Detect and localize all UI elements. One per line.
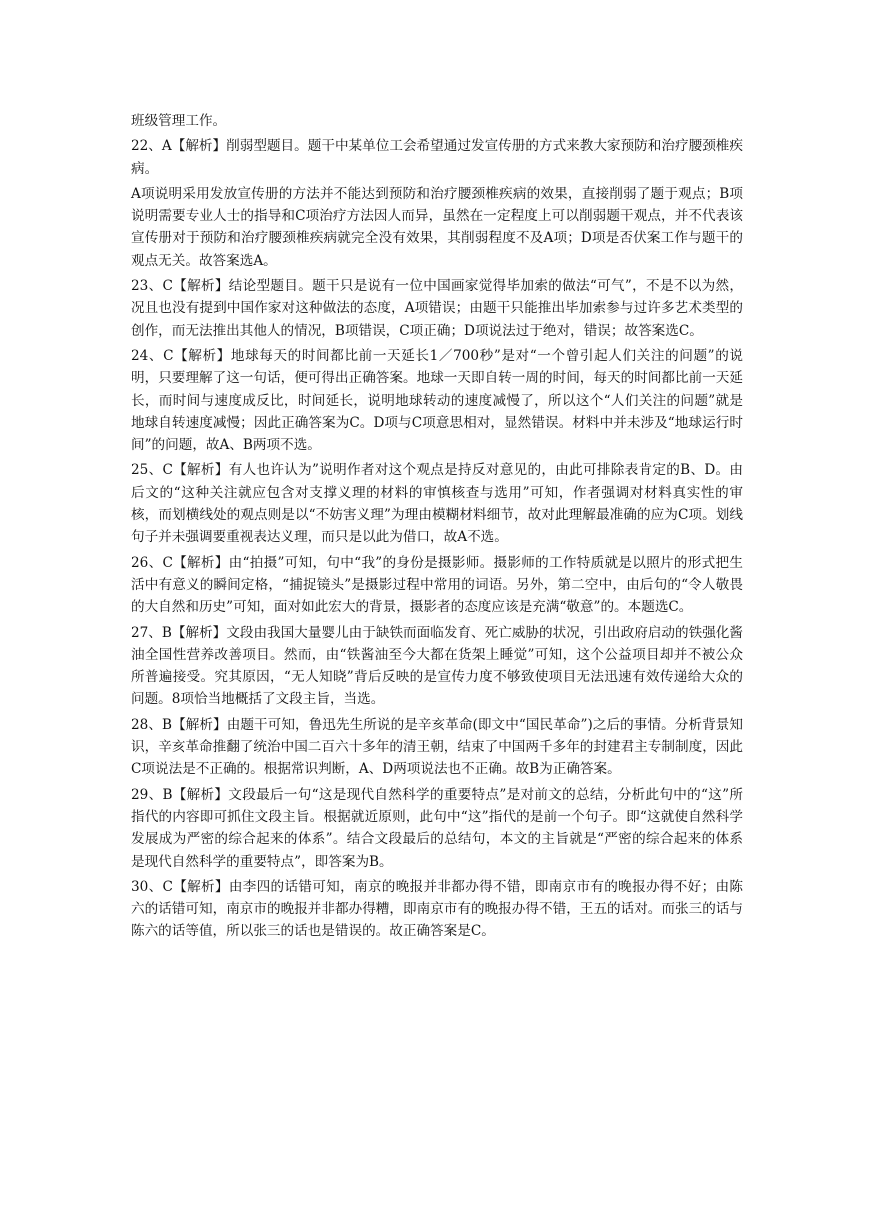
- answer-24-explanation: 24、C【解析】地球每天的时间都比前一天延长1／700秒”是对“一个曾引起人们关注的问题”的说明，只要理解了这一句话，便可得出正确答案。地球一天即自转一周的时间，每天的时间都比前一天延长，而时间与速度成反比，时间延长，说明地球转动的速度减慢了，所以这个“人们关注的问题”就是地球自转速度减慢；因此正确答案为C。D项与C项意思相对，显然错误。材料中并未涉及“地球运行时间”的问题，故A、B两项不选。: [131, 347, 743, 454]
- answer-28-explanation: 28、B【解析】由题干可知，鲁迅先生所说的是辛亥革命(即文中“国民革命”)之后的事情。分析背景知识，辛亥革命推翻了统治中国二百六十多年的清王朝，结束了中国两千多年的封建君主专制制度，因此C项说法是不正确的。根据常识判断，A、D两项说法也不正确。故B为正确答案。: [131, 716, 743, 778]
- answer-30-explanation: 30、C【解析】由李四的话错可知，南京的晚报并非都办得不错，即南京市有的晚报办得不好；由陈六的话错可知，南京市的晚报并非都办得糟，即南京市有的晚报办得不错，王五的话对。而张三的话与陈六的话等值，所以张三的话也是错误的。故正确答案是C。: [131, 878, 743, 940]
- answer-23-explanation: 23、C【解析】结论型题目。题干只是说有一位中国画家觉得毕加索的做法“可气”，不是不以为然，况且也没有提到中国作家对这种做法的态度，A项错误；由题干只能推出毕加索参与过许多艺术类型的创作，而无法推出其他人的情况，B项错误，C项正确；D项说法过于绝对，错误；故答案选C。: [131, 278, 743, 339]
- answer-explanations: [131, 110, 743, 946]
- paragraph-continuation: 班级管理工作。: [131, 113, 227, 129]
- answer-22-explanation: 22、A【解析】削弱型题目。题干中某单位工会希望通过发宣传册的方式来教大家预防和治疗腰颈椎疾病。: [131, 138, 743, 177]
- answer-29-explanation: 29、B【解析】文段最后一句“这是现代自然科学的重要特点”是对前文的总结，分析此句中的“这”所指代的内容即可抓住文段主旨。根据就近原则，此句中“这”指代的是前一个句子。即“这就使自然科学发展成为严密的综合起来的体系”。结合文段最后的总结句，本文的主旨就是“严密的综合起来的体系是现代自然科学的重要特点”，即答案为B。: [131, 786, 743, 870]
- answer-25-explanation: 25、C【解析】有人也许认为”说明作者对这个观点是持反对意见的，由此可排除表肯定的B、D。由后文的“这种关注就应包含对支撑义理的材料的审慎核查与选用”可知，作者强调对材料真实性的审核，而划横线处的观点则是以“不妨害义理”为理由模糊材料细节，故对此理解最准确的应为C项。划线句子并未强调要重视表达义理，而只是以此为借口，故A不选。: [131, 462, 743, 546]
- answer-26-explanation: 26、C【解析】由“拍摄”可知，句中“我”的身份是摄影师。摄影师的工作特质就是以照片的形式把生活中有意义的瞬间定格，“捕捉镜头”是摄影过程中常用的词语。另外，第二空中，由后句的“令人敬畏的大自然和历史”可知，面对如此宏大的背景，摄影者的态度应该是充满“敬意”的。本题选C。: [131, 554, 743, 616]
- answer-22-detail: A项说明采用发放宣传册的方法并不能达到预防和治疗腰颈椎疾病的效果，直接削弱了题于观点；B项说明需要专业人士的指导和C项治疗方法因人而异，虽然在一定程度上可以削弱题干观点，并不代表该宣传册对于预防和治疗腰颈椎疾病就完全没有效果，其削弱程度不及A项；D项是否伏案工作与题干的观点无关。故答案选A。: [131, 185, 743, 269]
- answer-27-explanation: 27、B【解析】文段由我国大量婴儿由于缺铁而面临发育、死亡威胁的状况，引出政府启动的铁强化酱油全国性营养改善项目。然而，由“铁酱油至今大都在货架上睡觉”可知，这个公益项目却并不被公众所普遍接受。究其原因，“无人知晓”背后反映的是宣传力度不够致使项目无法迅速有效传递给大众的问题。8项恰当地概括了文段主旨，当选。: [131, 624, 743, 708]
